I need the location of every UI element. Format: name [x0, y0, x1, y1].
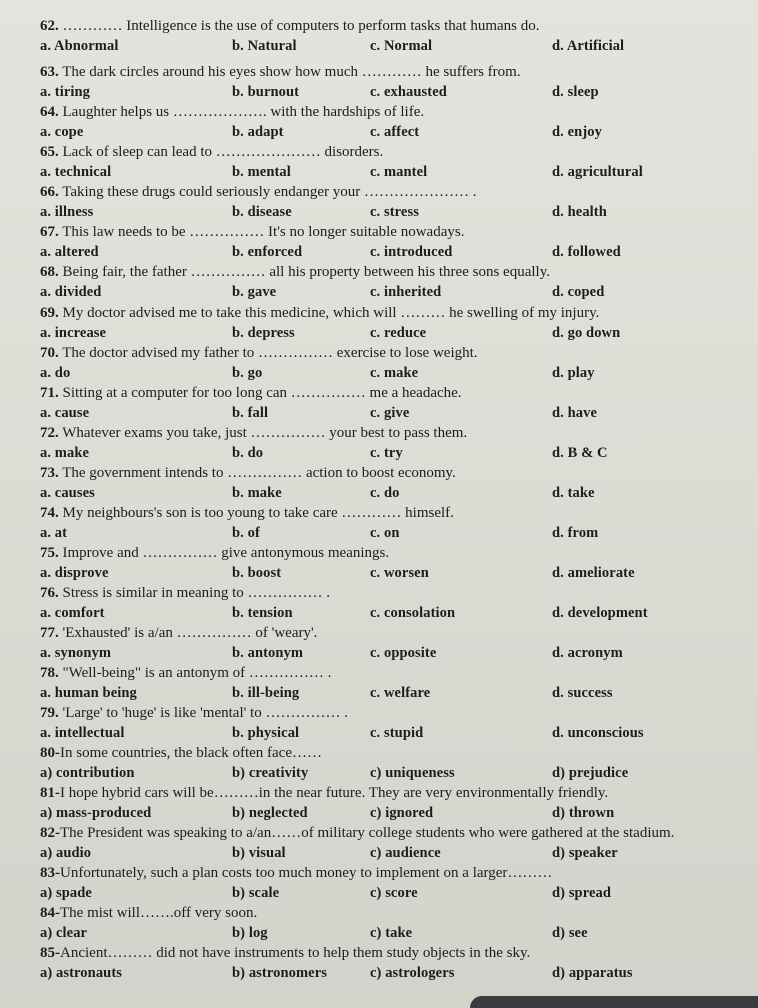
answer-option-c: c. give — [370, 405, 410, 421]
question-stem — [40, 184, 738, 201]
bottom-edge-strip — [470, 996, 758, 1008]
question-number: 75. — [40, 545, 59, 561]
answer-option-c: c) ignored — [370, 805, 434, 821]
answer-option-a: a. cope — [40, 124, 84, 140]
question-text: I hope hybrid cars will be………in the near future. They are very environmentally friendly. — [60, 785, 609, 801]
question-text: Whatever exams you take, just …………… your best to pass them. — [58, 425, 468, 441]
answer-option-c: c. introduced — [370, 244, 453, 260]
answer-option-d: d. B & C — [552, 445, 608, 461]
question-number: 63. — [40, 64, 59, 80]
question-stem — [40, 18, 738, 35]
question-text: Stress is similar in meaning to …………… . — [58, 585, 330, 601]
answer-option-c: c) astrologers — [370, 965, 455, 981]
answer-option-b: b. antonym — [232, 645, 304, 661]
question-stem — [40, 305, 738, 322]
question-text: This law needs to be …………… It's no longer suitable nowadays. — [58, 224, 465, 240]
answer-option-b: b. boost — [232, 565, 282, 581]
answer-option-d: d) apparatus — [552, 965, 633, 981]
question-number: 72. — [40, 425, 59, 441]
question-text: Being fair, the father …………… all his property between his three sons equally. — [58, 264, 550, 280]
question-number: 84- — [40, 905, 60, 921]
answer-option-d: d) prejudice — [552, 765, 629, 781]
question-number: 77. — [40, 625, 59, 641]
question-text: Taking these drugs could seriously endanger your ………………… . — [58, 184, 477, 200]
answer-option-b: b) astronomers — [232, 965, 327, 981]
answer-option-a: a. comfort — [40, 605, 105, 621]
option-row — [0, 925, 758, 943]
answer-option-d: d. take — [552, 485, 595, 501]
question-stem — [40, 425, 738, 442]
answer-option-a: a. disprove — [40, 565, 109, 581]
answer-option-c: c. try — [370, 445, 403, 461]
answer-option-b: b. fall — [232, 405, 269, 421]
option-row — [0, 284, 758, 302]
answer-option-a: a. increase — [40, 325, 107, 341]
answer-option-a: a. do — [40, 365, 71, 381]
question-stem — [40, 945, 738, 962]
question-text: Lack of sleep can lead to ………………… disorders. — [58, 144, 384, 160]
answer-option-d: d. unconscious — [552, 725, 644, 741]
question-text: The dark circles around his eyes show how much ………… he suffers from. — [58, 64, 521, 80]
answer-option-a: a. causes — [40, 485, 95, 501]
question-stem — [40, 345, 738, 362]
question-number: 83- — [40, 865, 60, 881]
answer-option-b: b. adapt — [232, 124, 284, 140]
answer-option-a: a) mass-produced — [40, 805, 152, 821]
question-number: 80- — [40, 745, 60, 761]
question-text: ………… Intelligence is the use of computers to perform tasks that humans do. — [58, 18, 540, 34]
question-stem — [40, 625, 738, 642]
answer-option-d: d) see — [552, 925, 588, 941]
answer-option-a: a. at — [40, 525, 68, 541]
answer-option-c: c. affect — [370, 124, 420, 140]
answer-option-c: c. inherited — [370, 284, 442, 300]
option-row — [0, 565, 758, 583]
answer-option-a: a) audio — [40, 845, 92, 861]
answer-option-d: d. enjoy — [552, 124, 602, 140]
answer-option-d: d. have — [552, 405, 598, 421]
answer-option-a: a) spade — [40, 885, 92, 901]
answer-option-d: d. ameliorate — [552, 565, 635, 581]
answer-option-c: c. consolation — [370, 605, 456, 621]
answer-option-b: b. burnout — [232, 84, 300, 100]
option-row — [0, 124, 758, 142]
option-row — [0, 365, 758, 383]
answer-option-c: c. exhausted — [370, 84, 447, 100]
question-number: 69. — [40, 305, 59, 321]
answer-option-b: b. Natural — [232, 38, 297, 54]
answer-option-d: d. from — [552, 525, 599, 541]
answer-option-b: b. disease — [232, 204, 292, 220]
option-row — [0, 525, 758, 543]
question-number: 66. — [40, 184, 59, 200]
question-number: 82- — [40, 825, 60, 841]
option-row — [0, 485, 758, 503]
answer-option-d: d. acronym — [552, 645, 623, 661]
question-text: The doctor advised my father to …………… exercise to lose weight. — [58, 345, 478, 361]
question-stem — [40, 905, 738, 922]
answer-option-c: c) audience — [370, 845, 441, 861]
answer-option-a: a. technical — [40, 164, 112, 180]
answer-option-a: a. Abnormal — [40, 38, 119, 54]
question-text: In some countries, the black often face…… — [60, 745, 322, 761]
question-number: 81- — [40, 785, 60, 801]
question-stem — [40, 865, 738, 882]
question-number: 68. — [40, 264, 59, 280]
question-stem — [40, 585, 738, 602]
question-number: 85- — [40, 945, 60, 961]
answer-option-c: c) take — [370, 925, 413, 941]
answer-option-a: a. divided — [40, 284, 102, 300]
option-row — [0, 325, 758, 343]
question-stem — [40, 785, 738, 802]
answer-option-a: a. tiring — [40, 84, 91, 100]
answer-option-a: a. human being — [40, 685, 137, 701]
question-stem — [40, 144, 738, 161]
answer-option-b: b. mental — [232, 164, 291, 180]
question-stem — [40, 385, 738, 402]
answer-option-d: d. success — [552, 685, 613, 701]
question-number: 74. — [40, 505, 59, 521]
option-row — [0, 685, 758, 703]
answer-option-b: b. enforced — [232, 244, 303, 260]
question-number: 70. — [40, 345, 59, 361]
option-row — [0, 645, 758, 663]
answer-option-d: d. go down — [552, 325, 621, 341]
answer-option-c: c) uniqueness — [370, 765, 455, 781]
question-text: Unfortunately, such a plan costs too much money to implement on a larger……… — [60, 865, 553, 881]
question-stem — [40, 264, 738, 281]
option-row — [0, 204, 758, 222]
question-number: 73. — [40, 465, 59, 481]
question-number: 79. — [40, 705, 59, 721]
answer-option-d: d. play — [552, 365, 595, 381]
question-text: The mist will…….off very soon. — [60, 905, 258, 921]
question-number: 65. — [40, 144, 59, 160]
option-row — [0, 805, 758, 823]
answer-option-b: b) visual — [232, 845, 286, 861]
option-row — [0, 845, 758, 863]
answer-option-d: d. coped — [552, 284, 605, 300]
answer-option-d: d) spread — [552, 885, 612, 901]
answer-option-b: b) scale — [232, 885, 280, 901]
answer-option-b: b. do — [232, 445, 264, 461]
question-stem — [40, 745, 738, 762]
question-number: 62. — [40, 18, 59, 34]
option-row — [0, 244, 758, 262]
question-text: Laughter helps us ………………. with the hardships of life. — [58, 104, 425, 120]
answer-option-b: b. depress — [232, 325, 295, 341]
question-stem — [40, 465, 738, 482]
answer-option-a: a. intellectual — [40, 725, 125, 741]
answer-option-b: b. ill-being — [232, 685, 300, 701]
option-row — [0, 84, 758, 102]
answer-option-b: b) neglected — [232, 805, 308, 821]
answer-option-d: d. sleep — [552, 84, 599, 100]
answer-option-d: d. followed — [552, 244, 621, 260]
answer-option-c: c. opposite — [370, 645, 437, 661]
question-number: 71. — [40, 385, 59, 401]
answer-option-c: c. mantel — [370, 164, 428, 180]
answer-option-b: b. go — [232, 365, 263, 381]
answer-option-d: d. agricultural — [552, 164, 643, 180]
option-row — [0, 605, 758, 623]
question-number: 78. — [40, 665, 59, 681]
answer-option-c: c. stress — [370, 204, 419, 220]
answer-option-a: a. make — [40, 445, 90, 461]
question-text: My neighbours's son is too young to take care ………… himself. — [58, 505, 454, 521]
question-number: 67. — [40, 224, 59, 240]
question-stem — [40, 505, 738, 522]
question-text: 'Exhausted' is a/an …………… of 'weary'. — [58, 625, 318, 641]
question-number: 76. — [40, 585, 59, 601]
answer-option-c: c. make — [370, 365, 419, 381]
option-row — [0, 725, 758, 743]
question-stem — [40, 825, 738, 842]
answer-option-a: a. cause — [40, 405, 90, 421]
question-stem — [40, 64, 738, 81]
option-row — [0, 164, 758, 182]
answer-option-b: b. make — [232, 485, 282, 501]
option-row — [0, 965, 758, 983]
question-stem — [40, 104, 738, 121]
answer-option-c: c. Normal — [370, 38, 433, 54]
answer-option-c: c. stupid — [370, 725, 424, 741]
answer-option-b: b) log — [232, 925, 268, 941]
question-text: Improve and …………… give antonymous meanings. — [58, 545, 390, 561]
answer-option-a: a) contribution — [40, 765, 135, 781]
answer-option-c: c. reduce — [370, 325, 427, 341]
answer-option-b: b. physical — [232, 725, 300, 741]
option-row — [0, 405, 758, 423]
question-number: 64. — [40, 104, 59, 120]
answer-option-b: b. tension — [232, 605, 293, 621]
answer-option-a: a) clear — [40, 925, 88, 941]
answer-option-d: d. development — [552, 605, 648, 621]
option-row — [0, 885, 758, 903]
answer-option-a: a. synonym — [40, 645, 112, 661]
option-row — [0, 445, 758, 463]
answer-option-c: c. do — [370, 485, 400, 501]
option-row — [0, 765, 758, 783]
question-stem — [40, 224, 738, 241]
question-text: "Well-being" is an antonym of …………… . — [58, 665, 332, 681]
answer-option-a: a. altered — [40, 244, 99, 260]
answer-option-a: a) astronauts — [40, 965, 122, 981]
answer-option-c: c) score — [370, 885, 418, 901]
question-text: Sitting at a computer for too long can …………… me a headache. — [58, 385, 462, 401]
question-text: My doctor advised me to take this medicine, which will ……… he swelling of my injury. — [58, 305, 600, 321]
question-text: 'Large' to 'huge' is like 'mental' to …………… . — [58, 705, 348, 721]
answer-option-b: b. gave — [232, 284, 277, 300]
question-stem — [40, 665, 738, 682]
answer-option-d: d. health — [552, 204, 607, 220]
answer-option-d: d) speaker — [552, 845, 618, 861]
answer-option-b: b. of — [232, 525, 260, 541]
option-row — [0, 38, 758, 56]
answer-option-b: b) creativity — [232, 765, 309, 781]
question-stem — [40, 705, 738, 722]
answer-option-c: c. worsen — [370, 565, 429, 581]
question-text: Ancient……… did not have instruments to help them study objects in the sky. — [60, 945, 531, 961]
answer-option-d: d) thrown — [552, 805, 615, 821]
answer-option-a: a. illness — [40, 204, 94, 220]
answer-option-c: c. welfare — [370, 685, 431, 701]
question-text: The President was speaking to a/an……of military college students who were gathered at the stadium. — [60, 825, 675, 841]
question-stem — [40, 545, 738, 562]
answer-option-c: c. on — [370, 525, 400, 541]
question-text: The government intends to …………… action to boost economy. — [58, 465, 456, 481]
answer-option-d: d. Artificial — [552, 38, 625, 54]
